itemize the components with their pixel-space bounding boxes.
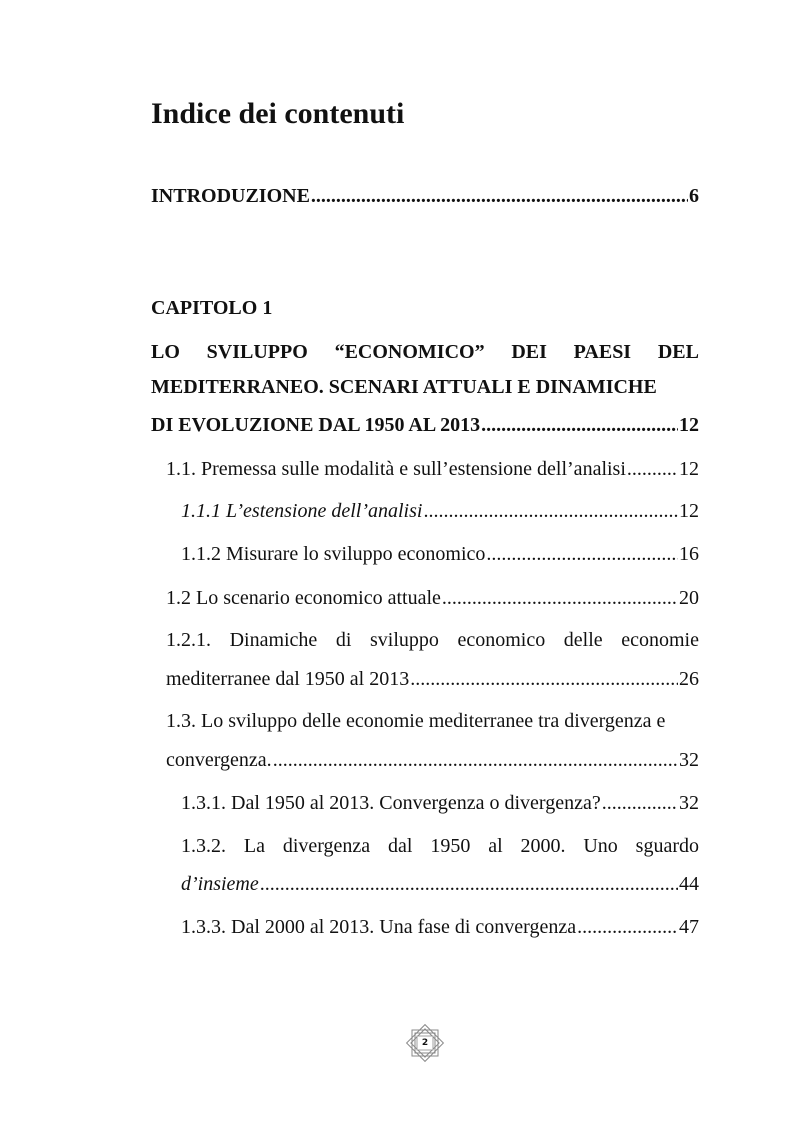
toc-leader-dots [260, 871, 678, 897]
toc-leader-dots [577, 914, 678, 940]
toc-entry-label: mediterranee dal 1950 al 2013 [166, 668, 410, 690]
toc-word: dal [388, 835, 413, 857]
toc-word: economico [457, 629, 546, 651]
toc-entry-chapter-1[interactable] [151, 412, 699, 438]
toc-entry-1-1-2[interactable] [181, 541, 699, 567]
toc-entry-1-2-1-line-1[interactable] [166, 627, 699, 653]
chapter-title-word: PAESI [573, 341, 632, 363]
toc-entry-page: 12 [679, 414, 699, 436]
toc-word: al [488, 835, 503, 857]
toc-entry-page: 12 [679, 500, 699, 522]
toc-entry-label: INTRODUZIONE [151, 185, 310, 207]
chapter-title-line-2: MEDITERRANEO. SCENARI ATTUALI E DINAMICHE [151, 376, 657, 398]
toc-leader-dots [442, 585, 678, 611]
toc-entry-page: 44 [679, 873, 699, 895]
toc-word: 1950 [430, 835, 471, 857]
toc-entry-1-1[interactable] [166, 456, 699, 482]
toc-entry-1-3[interactable] [166, 747, 699, 773]
toc-word: 2000. [520, 835, 566, 857]
toc-leader-dots [627, 456, 678, 482]
toc-entry-1-3-1[interactable] [181, 790, 699, 816]
toc-entry-label: 1.1. Premessa sulle modalità e sull’estensione dell’analisi [166, 458, 626, 480]
toc-entry-label: convergenza. [166, 749, 272, 771]
toc-entry-1-1-1[interactable] [181, 498, 699, 524]
toc-entry-1-3-line-1[interactable]: 1.3. Lo sviluppo delle economie mediterranee tra divergenza e [166, 710, 666, 732]
toc-entry-label: 1.1.1 L’estensione dell’analisi [181, 500, 423, 522]
toc-entry-1-2[interactable] [166, 585, 699, 611]
toc-word: La [243, 835, 265, 857]
toc-leader-dots [481, 412, 678, 438]
page-number: 2 [421, 1038, 429, 1048]
toc-word: sguardo [635, 835, 699, 857]
toc-entry-introduzione[interactable] [151, 183, 699, 209]
toc-entry-1-3-3[interactable] [181, 914, 699, 940]
toc-entry-label: d’insieme [181, 873, 259, 895]
toc-entry-page: 47 [679, 916, 699, 938]
toc-entry-label: 1.1.2 Misurare lo sviluppo economico [181, 543, 486, 565]
toc-word: 1.2.1. [166, 629, 211, 651]
chapter-title-line-1 [151, 339, 699, 365]
toc-entry-page: 20 [679, 587, 699, 609]
toc-word: di [335, 629, 352, 651]
toc-entry-page: 12 [679, 458, 699, 480]
chapter-title-word: “ECONOMICO” [334, 341, 485, 363]
toc-word: delle [563, 629, 603, 651]
toc-entry-1-2-1[interactable] [166, 666, 699, 692]
toc-entry-1-3-2-line-1[interactable] [181, 833, 699, 859]
toc-entry-label: 1.3.1. Dal 1950 al 2013. Convergenza o divergenza? [181, 792, 601, 814]
toc-word: Uno [583, 835, 618, 857]
chapter-title-word: DEI [511, 341, 547, 363]
chapter-title-word: DEL [657, 341, 699, 363]
toc-leader-dots [273, 747, 678, 773]
toc-entry-label: 1.3.3. Dal 2000 al 2013. Una fase di convergenza [181, 916, 577, 938]
toc-word: sviluppo [370, 629, 439, 651]
toc-word: divergenza [282, 835, 371, 857]
page-title: Indice dei contenuti [151, 97, 405, 130]
toc-word: 1.3.2. [181, 835, 226, 857]
toc-entry-label: DI EVOLUZIONE DAL 1950 AL 2013 [151, 414, 481, 436]
toc-entry-page: 16 [679, 543, 699, 565]
toc-entry-page: 32 [679, 749, 699, 771]
chapter-title-word: SVILUPPO [206, 341, 308, 363]
toc-word: Dinamiche [229, 629, 318, 651]
chapter-label: CAPITOLO 1 [151, 297, 273, 319]
toc-leader-dots [410, 666, 678, 692]
toc-entry-page: 6 [689, 185, 699, 207]
toc-leader-dots [486, 541, 678, 567]
toc-leader-dots [602, 790, 678, 816]
toc-leader-dots [423, 498, 678, 524]
toc-leader-dots [311, 183, 688, 209]
toc-word: economie [621, 629, 699, 651]
chapter-title-word: LO [151, 341, 180, 363]
toc-entry-page: 32 [679, 792, 699, 814]
toc-entry-page: 26 [679, 668, 699, 690]
toc-entry-label: 1.2 Lo scenario economico attuale [166, 587, 441, 609]
toc-entry-1-3-2[interactable] [181, 871, 699, 897]
